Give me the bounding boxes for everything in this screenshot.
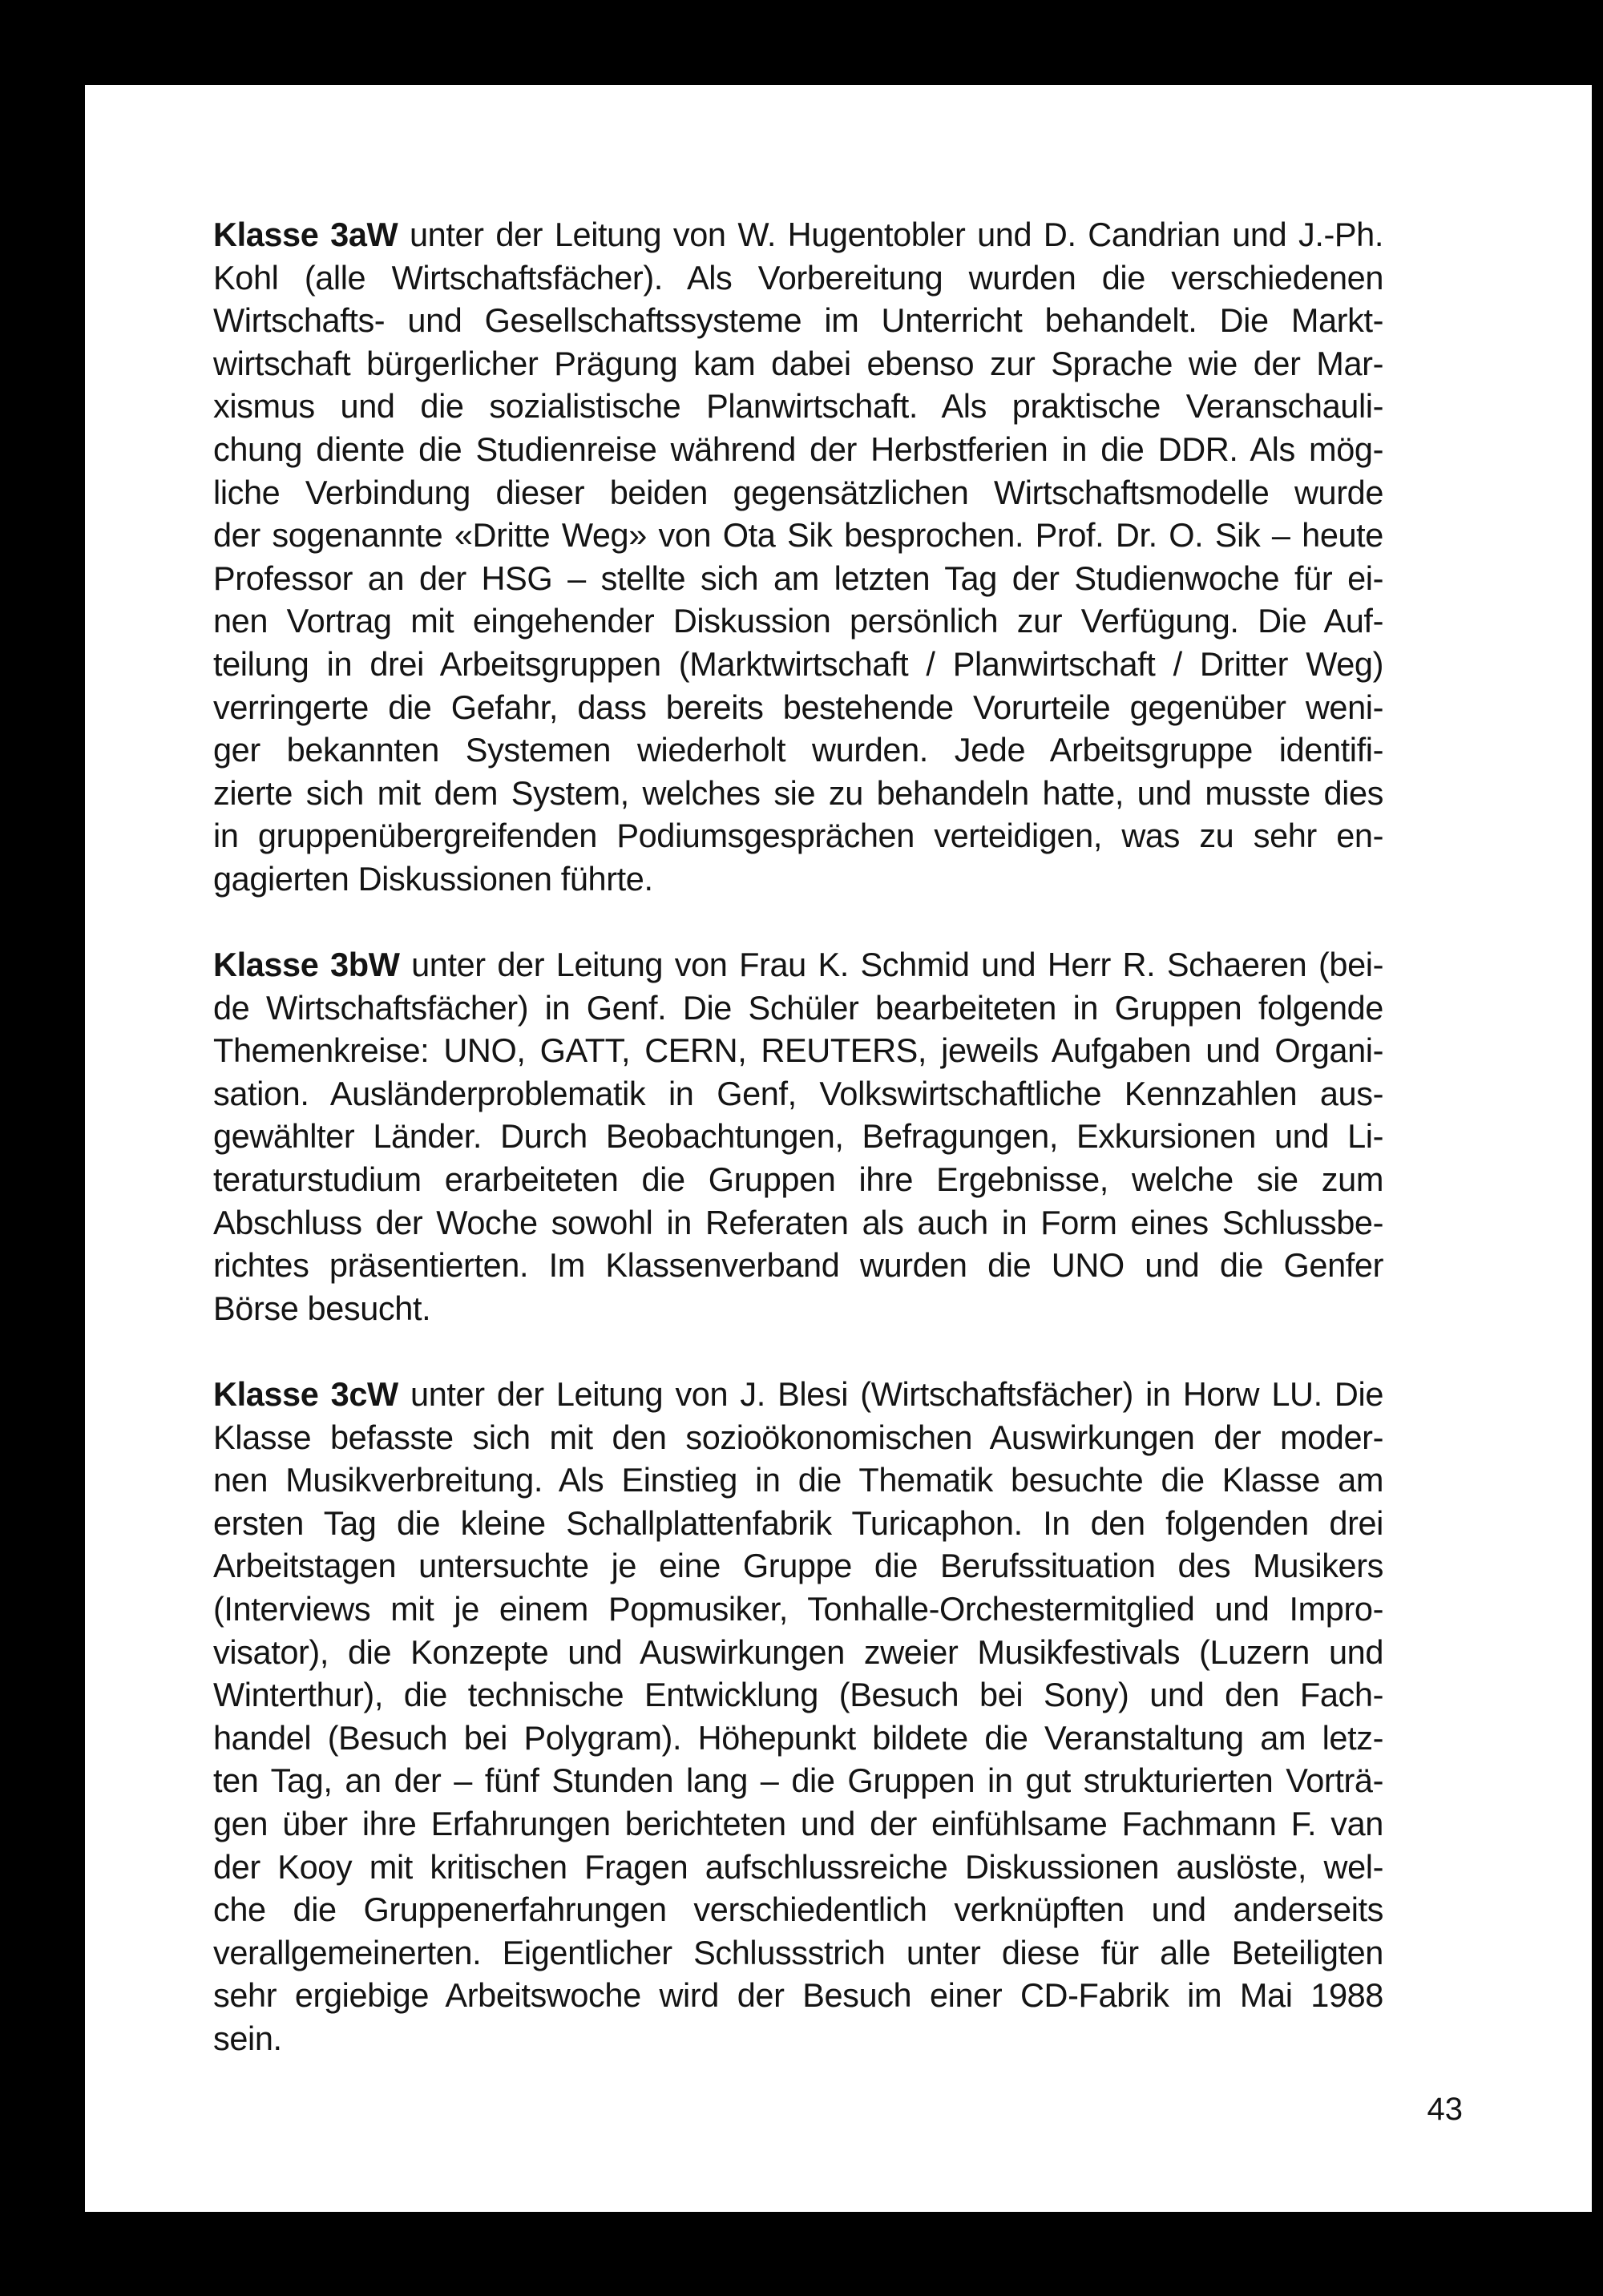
text-line [213,213,1383,256]
text-line: verallgemeinerten. Eigentlicher Schlussstrich unter diese für alle Beteiligten [213,1933,1383,1971]
paragraph [213,1373,1383,2060]
text-line: nen Vortrag mit eingehender Diskussion persönlich zur Verfügung. Die Auf- [213,602,1383,640]
paragraph [213,213,1383,901]
text-line: Börse besucht. [213,1289,431,1327]
text-line: che die Gruppenerfahrungen verschiedentlich verknüpften und anderseits [213,1890,1383,1929]
text-line [213,1373,1383,1416]
body-text [213,213,1383,2103]
text-line [213,943,1383,987]
text-line: in gruppenübergreifenden Podiumsgesprächen verteidigen, was zu sehr en- [213,817,1383,855]
text-line: (Interviews mit je einem Popmusiker, Tonhalle-Orchestermitglied und Impro- [213,1590,1383,1628]
text-line: ten Tag, an der – fünf Stunden lang – die Gruppen in gut strukturierten Vorträ- [213,1761,1383,1800]
text-line: sehr ergiebige Arbeitswoche wird der Besuch einer CD-Fabrik im Mai 1988 [213,1976,1383,2015]
text-line: nen Musikverbreitung. Als Einstieg in die Thematik besuchte die Klasse am [213,1461,1383,1499]
text-line: teilung in drei Arbeitsgruppen (Marktwirtschaft / Planwirtschaft / Dritter Weg) [213,644,1383,683]
text-line: ersten Tag die kleine Schallplattenfabrik Turicaphon. In den folgenden drei [213,1503,1383,1542]
text-line: visator), die Konzepte und Auswirkungen zweier Musikfestivals (Luzern und [213,1632,1383,1671]
text-line-content: unter der Leitung von J. Blesi (Wirtschaftsfächer) in Horw LU. Die [398,1375,1384,1414]
text-line: Wirtschafts- und Gesellschaftssysteme im Unterricht behandelt. Die Markt- [213,301,1383,340]
page-number: 43 [1427,2092,1463,2127]
class-heading: Klasse 3cW [213,1375,398,1414]
class-heading: Klasse 3aW [213,216,398,253]
text-line: Arbeitstagen untersuchte je eine Gruppe die Berufssituation des Musikers [213,1547,1383,1585]
text-line: teraturstudium erarbeiteten die Gruppen ihre Ergebnisse, welche sie zum [213,1160,1383,1199]
text-line: Kohl (alle Wirtschaftsfächer). Als Vorbereitung wurden die verschiedenen [213,258,1383,297]
text-line: Abschluss der Woche sowohl in Referaten als auch in Form eines Schlussbe- [213,1203,1383,1241]
text-line: Themenkreise: UNO, GATT, CERN, REUTERS, jeweils Aufgaben und Organi- [213,1031,1383,1070]
text-line: Professor an der HSG – stellte sich am letzten Tag der Studienwoche für ei- [213,559,1383,597]
text-line: xismus und die sozialistische Planwirtschaft. Als praktische Veranschauli- [213,387,1383,426]
text-line: zierte sich mit dem System, welches sie zu behandeln hatte, und musste dies [213,773,1383,812]
class-heading: Klasse 3bW [213,946,400,984]
text-line: handel (Besuch bei Polygram). Höhepunkt bildete die Veranstaltung am letz- [213,1718,1383,1757]
text-line: Klasse befasste sich mit den sozioökonomischen Auswirkungen der moder- [213,1418,1383,1456]
text-line: Winterthur), die technische Entwicklung (Besuch bei Sony) und den Fach- [213,1676,1383,1714]
paragraph [213,943,1383,1330]
text-line: chung diente die Studienreise während der Herbstferien in die DDR. Als mög- [213,430,1383,468]
text-line: de Wirtschaftsfächer) in Genf. Die Schüler bearbeiteten in Gruppen folgende [213,988,1383,1027]
text-line: wirtschaft bürgerlicher Prägung kam dabei ebenso zur Sprache wie der Mar- [213,344,1383,382]
text-line: der Kooy mit kritischen Fragen aufschlussreiche Diskussionen auslöste, wel- [213,1847,1383,1886]
text-line: verringerte die Gefahr, dass bereits bestehende Vorurteile gegenüber weni- [213,688,1383,726]
text-line: liche Verbindung dieser beiden gegensätzlichen Wirtschaftsmodelle wurde [213,473,1383,511]
text-line: gagierten Diskussionen führte. [213,859,653,898]
text-line: gewählter Länder. Durch Beobachtungen, Befragungen, Exkursionen und Li- [213,1117,1383,1156]
text-line: sation. Ausländerproblematik in Genf, Volkswirtschaftliche Kennzahlen aus- [213,1074,1383,1112]
text-line: sein. [213,2019,282,2057]
text-line: ger bekannten Systemen wiederholt wurden. Jede Arbeitsgruppe identifi- [213,731,1383,769]
document-page [85,85,1592,2212]
text-line-content: unter der Leitung von Frau K. Schmid und Herr R. Schaeren (bei- [399,946,1384,984]
text-line: der sogenannte «Dritte Weg» von Ota Sik besprochen. Prof. Dr. O. Sik – heute [213,516,1383,555]
text-line: richtes präsentierten. Im Klassenverband wurden die UNO und die Genfer [213,1246,1383,1285]
text-line-content: unter der Leitung von W. Hugentobler und D. Candrian und J.-Ph. [398,216,1383,253]
text-line: gen über ihre Erfahrungen berichteten und der einfühlsame Fachmann F. van [213,1804,1383,1842]
